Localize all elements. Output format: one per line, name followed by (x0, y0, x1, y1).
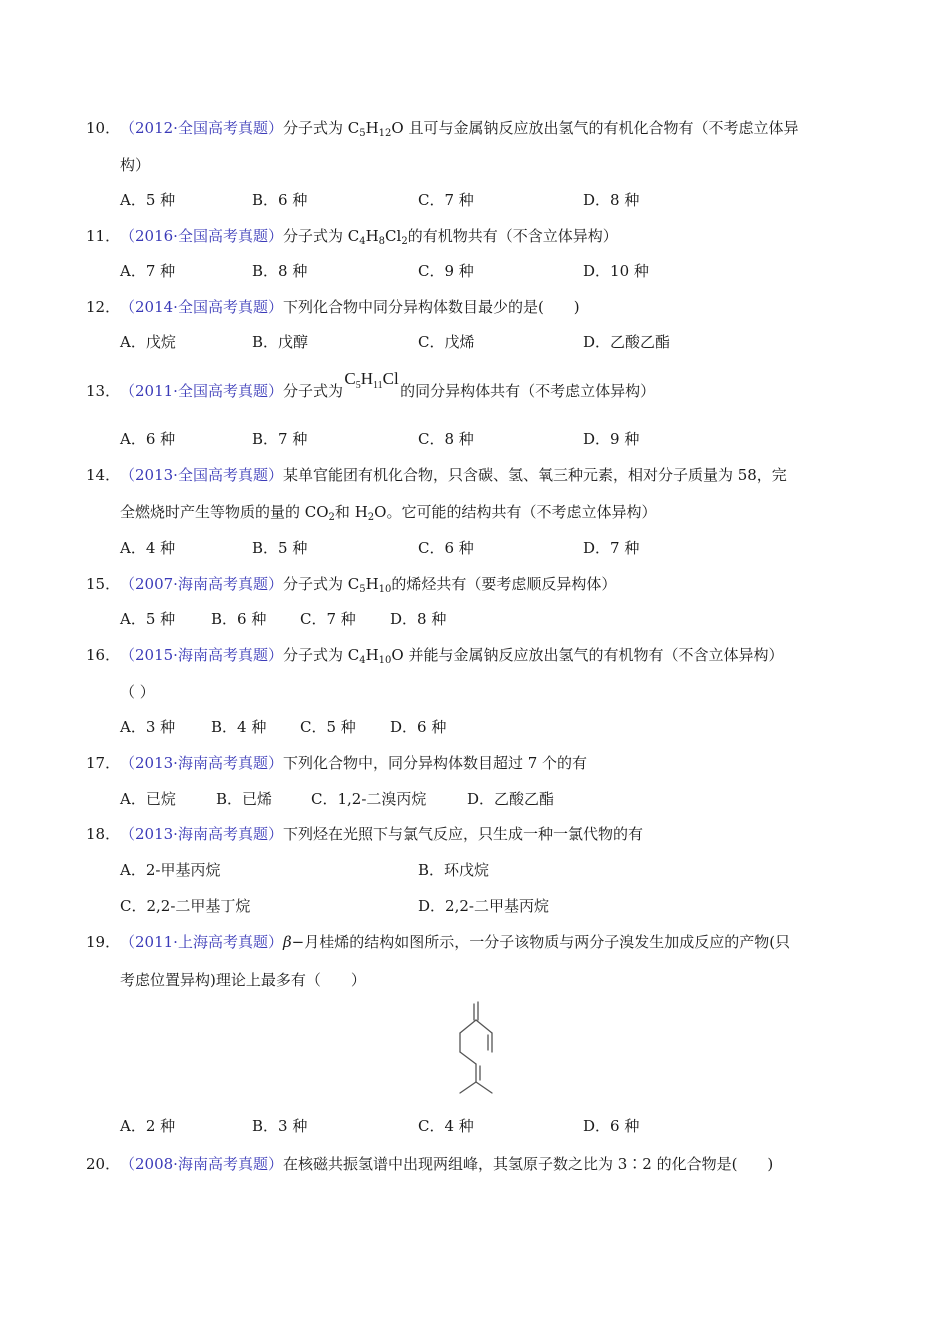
question-number: 11． (86, 227, 121, 245)
option-a: A．3 种 (120, 718, 176, 736)
question-source: （2013·海南高考真题） (120, 754, 283, 772)
question-stem: （2007·海南高考真题）分子式为 $C_5H_{10}$的烯烃共有（要考虑顺反异构体） (120, 575, 617, 595)
option-a: A．7 种 (120, 262, 176, 280)
option-d: D．10 种 (583, 262, 649, 280)
option-a: A．5 种 (120, 610, 176, 628)
bond (476, 1020, 492, 1033)
option-b: B．4 种 (211, 718, 267, 736)
question-source: （2011·上海高考真题） (120, 933, 283, 951)
option-b: B．5 种 (252, 539, 308, 557)
question-source: （2008·海南高考真题） (120, 1155, 283, 1173)
question-source: （2013·全国高考真题） (120, 466, 283, 484)
option-c: C．7 种 (418, 191, 474, 209)
question-number: 15． (86, 575, 121, 593)
option-c: C．4 种 (418, 1117, 474, 1135)
bond (460, 1052, 476, 1064)
option-b: B．6 种 (211, 610, 267, 628)
option-b: B．3 种 (252, 1117, 308, 1135)
question-number: 12． (86, 298, 121, 316)
bond-methyl (460, 1082, 476, 1093)
question-stem: （2013·海南高考真题）下列烃在光照下与氯气反应，只生成一种一氯代物的有 (120, 825, 643, 843)
option-b: B．7 种 (252, 430, 308, 448)
option-b: B．戊醇 (252, 333, 309, 351)
option-a: A．戊烷 (120, 333, 176, 351)
option-b: B．6 种 (252, 191, 308, 209)
option-d: D．乙酸乙酯 (467, 790, 555, 808)
option-b: B．已烯 (216, 790, 273, 808)
question-stem: （2011·全国高考真题）分子式为 $C_5H_{11}Cl$ 的同分异构体共有（不考虑立体异构） (120, 369, 656, 400)
question-source: （2013·海南高考真题） (120, 825, 283, 843)
option-d: D．8 种 (583, 191, 640, 209)
bond-methyl (476, 1082, 492, 1093)
question-stem: （2011·上海高考真题）β−月桂烯的结构如图所示，一分子该物质与两分子溴发生加成反应的产物(只 (120, 933, 791, 951)
document-page: 10． （2012·全国高考真题）分子式为 $C_5H_{12}O$ 且可与金属钠反应放出氢气的有机化合物有（不考虑立体异 构） A．5 种 B．6 种 C．7 种 D．8 种 11． （2016·全国高考真题）分子式为 $C_4H_8Cl_2$的有机物共有（不含立体异构） A．7 种 B．8 种 C．9 种 D．10 种 12． （2014·全国高考真题）下列化合物中同分异构体数目最少的是( ) A．戊烷 B．戊醇 C．戊烯 D．乙酸乙酯 13． （2011·全国高考真题）分子式为 $C_5H_{11}Cl$ 的同分异构体共有（不考虑立体异构） A．6 种 B．7 种 C．8 种 D．9 种 14． （2013·全国高考真题）某单官能团有机化合物，只含碳、氢、氧三种元素，相对分子质量为 58，完 全燃烧时产生等物质的量的 $CO_2$和 $H_2O$。它可能的结构共有（不考虑立体异构） A．4 种 B．5 种 C．6 种 D．7 种 15． （2007·海南高考真题）分子式为 $C_5H_{10}$的烯烃共有（要考虑顺反异构体） A．5 种 B．6 种 C．7 种 D．8 种 16． （2015·海南高考真题）分子式为 $C_4H_{10}O$ 并能与金属钠反应放出氢气的有机物有（不含立体异构） （ ） A．3 种 B．4 种 C．5 种 D．6 种 17． （2013·海南高考真题）下列化合物中，同分异构体数目超过 7 个的有 A．已烷 B．已烯 C．1,2-二溴丙烷 D．乙酸乙酯 18． （2013·海南高考真题）下列烃在光照下与氯气反应，只生成一种一氯代物的有 A．2-甲基丙烷 B．环戊烷 C．2,2-二甲基丁烷 D．2,2-二甲基丙烷 19． （2011·上海高考真题）β−月桂烯的结构如图所示，一分子该物质与两分子溴发生加成反应的产物(只 考虑位置异构)理论上最多有（ ） A．2 种 B．3 种 C．4 种 D．6 种 20． （2008·海南高考真题）在核磁共振氢谱中出现两组峰，其氢原子数之比为 3∶2 的化合物是( ) (86, 119, 799, 1173)
option-c: C．戊烯 (418, 333, 475, 351)
question-number: 10． (86, 119, 121, 137)
option-d: D．6 种 (390, 718, 447, 736)
option-a: A．已烷 (120, 790, 176, 808)
question-source: （2012·全国高考真题） (120, 119, 283, 137)
option-d: D．8 种 (390, 610, 447, 628)
question-source: （2015·海南高考真题） (120, 646, 283, 664)
question-stem: （2015·海南高考真题）分子式为 $C_4H_{10}O$ 并能与金属钠反应放出氢气的有机物有（不含立体异构） (120, 646, 784, 666)
question-number: 17． (86, 754, 121, 772)
option-b: B．8 种 (252, 262, 308, 280)
option-a: A．2-甲基丙烷 (120, 861, 221, 879)
option-a: A．5 种 (120, 191, 176, 209)
formula-image: $C_5H_{11}Cl$ (344, 369, 399, 391)
myrcene-structure (437, 1000, 507, 1100)
question-source: （2011·全国高考真题） (120, 382, 283, 400)
question-stem: （2016·全国高考真题）分子式为 $C_4H_8Cl_2$的有机物共有（不含立体异构） (120, 227, 618, 247)
question-source: （2014·全国高考真题） (120, 298, 283, 316)
question-number: 20． (86, 1155, 121, 1173)
option-c: C．9 种 (418, 262, 474, 280)
option-b: B．环戊烷 (418, 861, 490, 879)
option-d: D．7 种 (583, 539, 640, 557)
question-number: 19． (86, 933, 121, 951)
option-a: A．2 种 (120, 1117, 176, 1135)
option-c: C．6 种 (418, 539, 474, 557)
option-d: D．9 种 (583, 430, 640, 448)
option-a: A．4 种 (120, 539, 176, 557)
option-d: D．6 种 (583, 1117, 640, 1135)
question-stem: （2013·全国高考真题）某单官能团有机化合物，只含碳、氢、氧三种元素，相对分子质量为 58，完 (120, 466, 787, 484)
question-number: 18． (86, 825, 121, 843)
question-number: 16． (86, 646, 121, 664)
question-source: （2016·全国高考真题） (120, 227, 283, 245)
question-number: 14． (86, 466, 121, 484)
question-stem: （2013·海南高考真题）下列化合物中，同分异构体数目超过 7 个的有 (120, 754, 588, 772)
option-a: A．6 种 (120, 430, 176, 448)
question-stem: （2012·全国高考真题）分子式为 $C_5H_{12}O$ 且可与金属钠反应放出氢气的有机化合物有（不考虑立体异 (120, 119, 799, 139)
question-stem: （2014·全国高考真题）下列化合物中同分异构体数目最少的是( ) (120, 298, 580, 316)
question-number: 13． (86, 382, 121, 400)
option-d: D．乙酸乙酯 (583, 333, 671, 351)
question-stem: （2008·海南高考真题）在核磁共振氢谱中出现两组峰，其氢原子数之比为 3∶2 的化合物是( ) (120, 1155, 774, 1173)
option-c: C．5 种 (300, 718, 356, 736)
question-source: （2007·海南高考真题） (120, 575, 283, 593)
option-d: D．2,2-二甲基丙烷 (418, 897, 549, 915)
option-c: C．8 种 (418, 430, 474, 448)
option-c: C．2,2-二甲基丁烷 (120, 897, 251, 915)
bond (460, 1020, 476, 1033)
option-c: C．1,2-二溴丙烷 (311, 790, 427, 808)
option-c: C．7 种 (300, 610, 356, 628)
